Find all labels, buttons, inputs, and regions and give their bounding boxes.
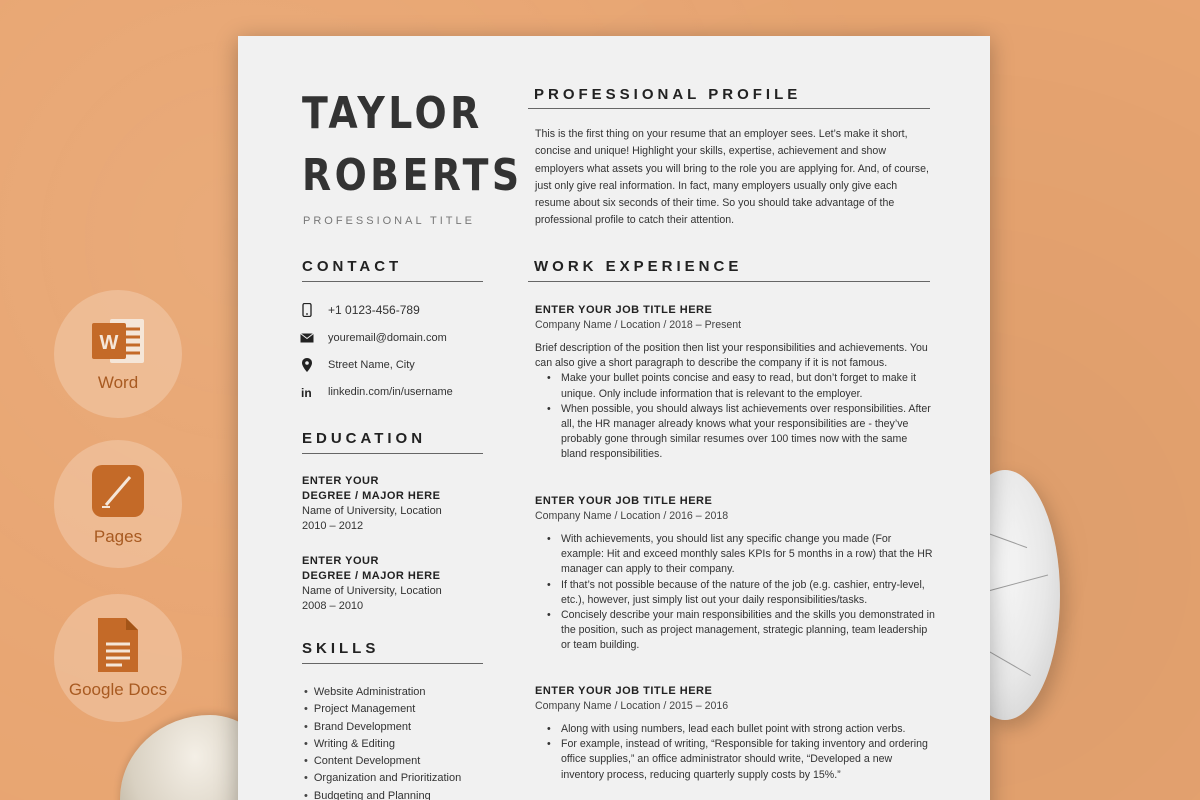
job-bullet: • Make your bullet points concise and easy to read, but don’t forget to make it unique. Only include information that is relevant to the employer. xyxy=(547,371,935,401)
profile-rule xyxy=(528,108,930,109)
experience-heading: WORK EXPERIENCE xyxy=(534,258,743,275)
job-company: Company Name / Location / 2016 – 2018 xyxy=(535,510,729,522)
contact-address xyxy=(300,358,415,372)
contact-email xyxy=(300,331,447,345)
university: Name of University, Location xyxy=(302,585,442,597)
skill-item: • Website Administration xyxy=(304,684,461,701)
google-docs-label: Google Docs xyxy=(68,680,168,699)
skill-item: • Budgeting and Planning xyxy=(304,788,461,800)
job-bullet: • If that’s not possible because of the nature of the job (e.g. cashier, entry-level, etc.), however, just simply list out your daily responsibilities/tasks. xyxy=(547,578,935,608)
job-entry xyxy=(535,304,935,463)
skills-rule xyxy=(302,663,483,664)
email-icon xyxy=(300,331,314,345)
profile-heading: PROFESSIONAL PROFILE xyxy=(534,86,802,103)
job-company: Company Name / Location / 2018 – Present xyxy=(535,319,742,331)
google-docs-icon xyxy=(96,616,140,674)
pages-badge xyxy=(54,440,182,568)
first-name: TAYLOR xyxy=(302,88,483,139)
job-bullet: • When possible, you should always list achievements over responsibilities. After all, the HR manager already knows what your responsibilities are - they’ve probably gone through similar resumes over 100 times now with the same bland responsibilities. xyxy=(547,402,935,463)
google-docs-badge xyxy=(54,594,182,722)
skill-item: • Writing & Editing xyxy=(304,736,461,753)
job-bullet: • With achievements, you should list any specific change you made (For example: Hit and exceed monthly sales KPIs for 5 months in a row) that the HR manager can apply to their company. xyxy=(547,532,935,578)
address-text: Street Name, City xyxy=(328,359,415,371)
job-company: Company Name / Location / 2015 – 2016 xyxy=(535,700,729,712)
pages-label: Pages xyxy=(93,527,143,546)
professional-title: PROFESSIONAL TITLE xyxy=(303,215,475,227)
svg-text:in: in xyxy=(301,386,312,398)
contact-linkedin xyxy=(300,385,453,399)
contact-rule xyxy=(302,281,483,282)
degree-line-2: DEGREE / MAJOR HERE xyxy=(302,490,441,502)
job-description: Brief description of the position then list your responsibilities and achievements. You can also give a short paragraph to describe the company if it is not famous. xyxy=(535,342,928,370)
job-bullet: • Along with using numbers, lead each bullet point with strong action verbs. xyxy=(547,722,935,737)
job-title: ENTER YOUR JOB TITLE HERE xyxy=(535,304,713,316)
skills-heading: SKILLS xyxy=(302,640,380,657)
experience-rule xyxy=(528,281,930,282)
job-bullet: • Concisely describe your main responsibilities and the skills you demonstrated in the position, such as project management, strategic planning, team leadership or team building. xyxy=(547,608,935,654)
svg-text:W: W xyxy=(99,332,119,354)
contact-heading: CONTACT xyxy=(302,258,403,275)
location-pin-icon xyxy=(300,358,314,372)
education-heading: EDUCATION xyxy=(302,430,427,447)
job-bullet: • For example, instead of writing, “Responsible for taking inventory and ordering office supplies,” an office administrator should write, “Developed a new inventory process, reducing quarterly supply costs by 15%.” xyxy=(547,737,935,783)
linkedin-text: linkedin.com/in/username xyxy=(328,386,453,398)
education-item xyxy=(302,554,442,614)
education-item xyxy=(302,474,442,534)
job-title: ENTER YOUR JOB TITLE HERE xyxy=(535,495,713,507)
job-bullets xyxy=(547,532,935,654)
job-entry xyxy=(535,685,935,783)
years: 2010 – 2012 xyxy=(302,520,364,532)
job-title: ENTER YOUR JOB TITLE HERE xyxy=(535,685,713,697)
skill-item: • Organization and Prioritization xyxy=(304,770,461,787)
last-name: ROBERTS xyxy=(302,150,523,201)
degree-line-2: DEGREE / MAJOR HERE xyxy=(302,570,441,582)
education-rule xyxy=(302,453,483,454)
profile-text: This is the first thing on your resume that an employer sees. Let’s make it short, concise and unique! Highlight your skills, expertise, achievement and show employers what assets you will bring to the role you are applying for. And, of course, just only give real information. In fact, many employers usually only give each resume about six seconds of their time. So you should take advantage of the professional profile to catch their attention. xyxy=(535,128,929,227)
job-bullets xyxy=(547,722,935,783)
resume-page xyxy=(238,36,990,800)
linkedin-icon xyxy=(300,385,314,399)
skill-item: • Project Management xyxy=(304,701,461,718)
phone-icon xyxy=(300,303,314,317)
contact-phone xyxy=(300,303,420,317)
degree-line-1: ENTER YOUR xyxy=(302,475,379,487)
word-label: Word xyxy=(97,373,139,392)
word-badge xyxy=(54,290,182,418)
word-icon xyxy=(88,315,148,367)
university: Name of University, Location xyxy=(302,505,442,517)
email-text: youremail@domain.com xyxy=(328,332,447,344)
skill-item: • Content Development xyxy=(304,753,461,770)
phone-text: +1 0123-456-789 xyxy=(328,303,420,317)
job-entry xyxy=(535,495,935,654)
years: 2008 – 2010 xyxy=(302,600,364,612)
skills-list xyxy=(304,684,461,800)
skill-item: • Brand Development xyxy=(304,719,461,736)
pages-icon xyxy=(88,461,148,521)
job-bullets xyxy=(547,371,935,462)
degree-line-1: ENTER YOUR xyxy=(302,555,379,567)
